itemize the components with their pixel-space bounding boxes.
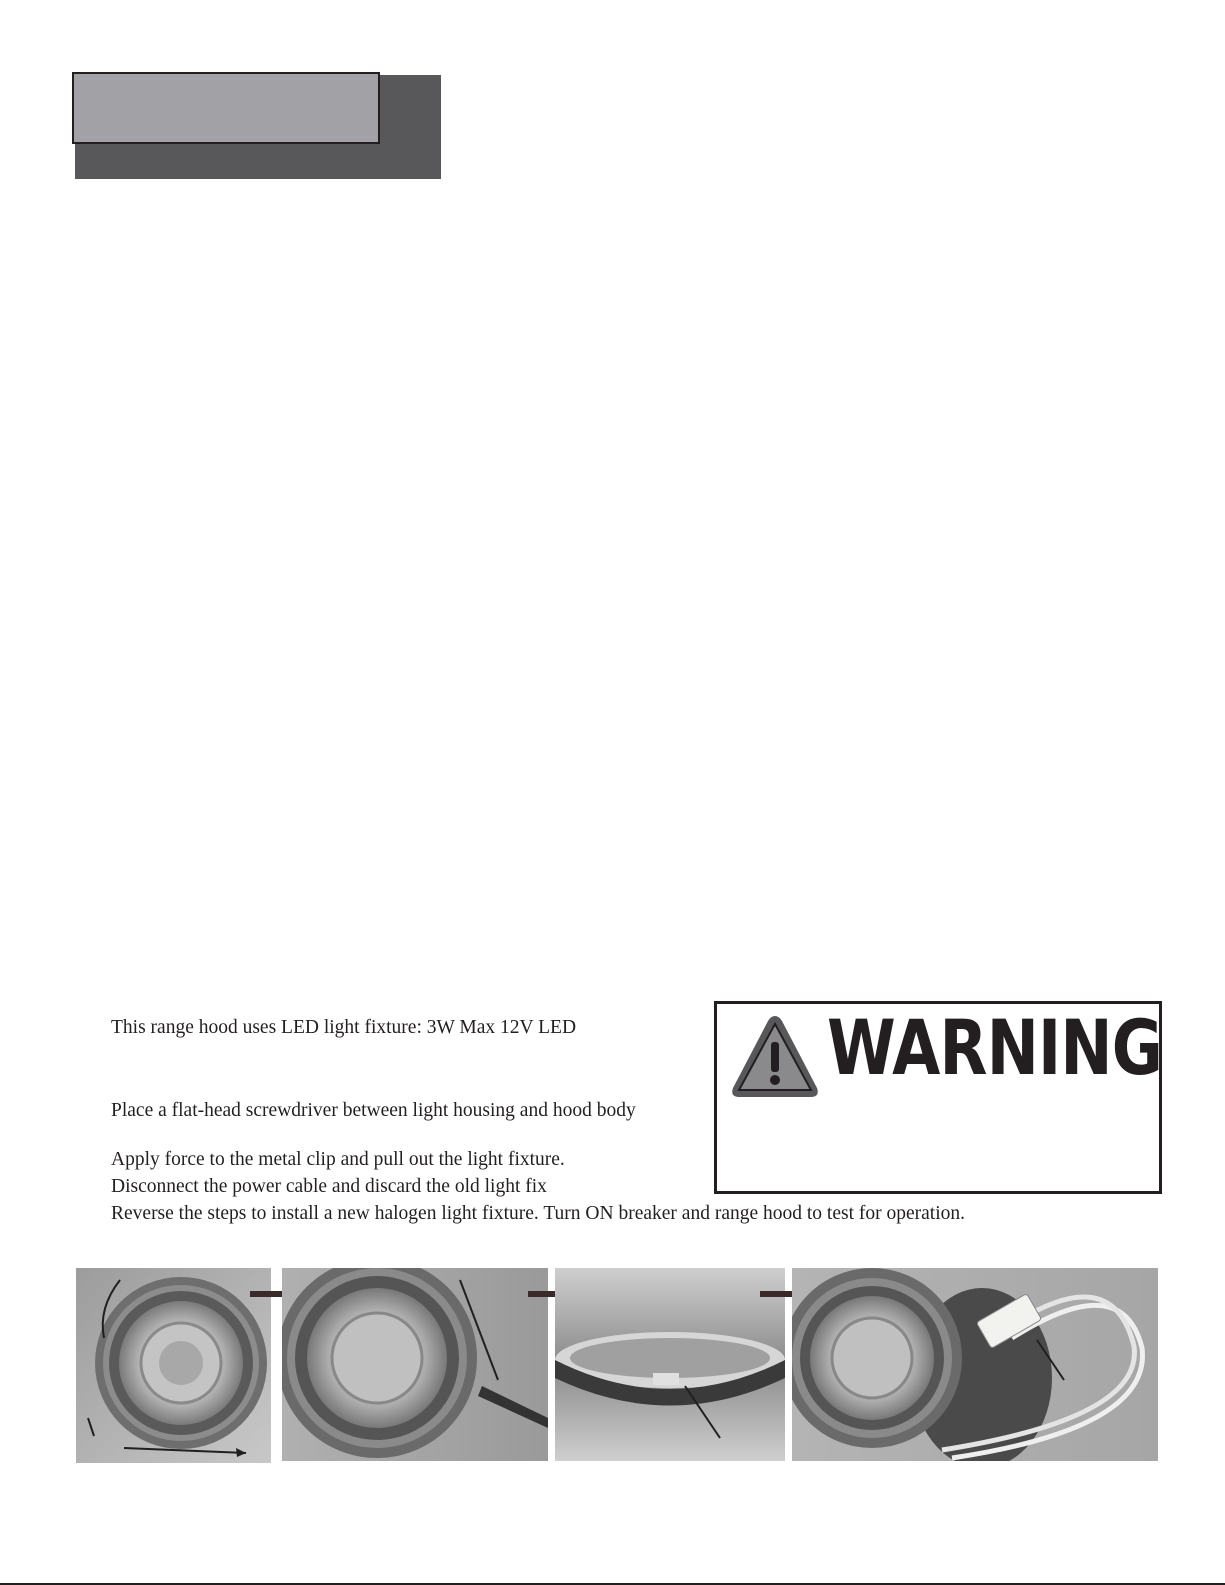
photo-screwdriver xyxy=(282,1268,548,1461)
step-1-text: Place a flat-head screwdriver between light housing and hood body xyxy=(111,1100,636,1121)
photo-fixture-front xyxy=(76,1268,271,1463)
fixture-spec-text: This range hood uses LED light fixture: 3W Max 12V LED xyxy=(111,1017,577,1038)
photo-metal-clip xyxy=(555,1268,785,1461)
warning-triangle-icon xyxy=(729,1012,821,1102)
photo-power-cable xyxy=(792,1268,1158,1461)
warning-box xyxy=(714,1001,1162,1194)
step-4-text: Reverse the steps to install a new halogen light fixture. Turn ON breaker and range hood to test for operation. xyxy=(111,1203,966,1224)
step-2-text: Apply force to the metal clip and pull out the light fixture. xyxy=(111,1149,565,1170)
step-3-text: Disconnect the power cable and discard the old light fix xyxy=(111,1176,547,1197)
warning-heading: WARNING xyxy=(827,1003,1163,1092)
section-header-box xyxy=(72,72,380,144)
